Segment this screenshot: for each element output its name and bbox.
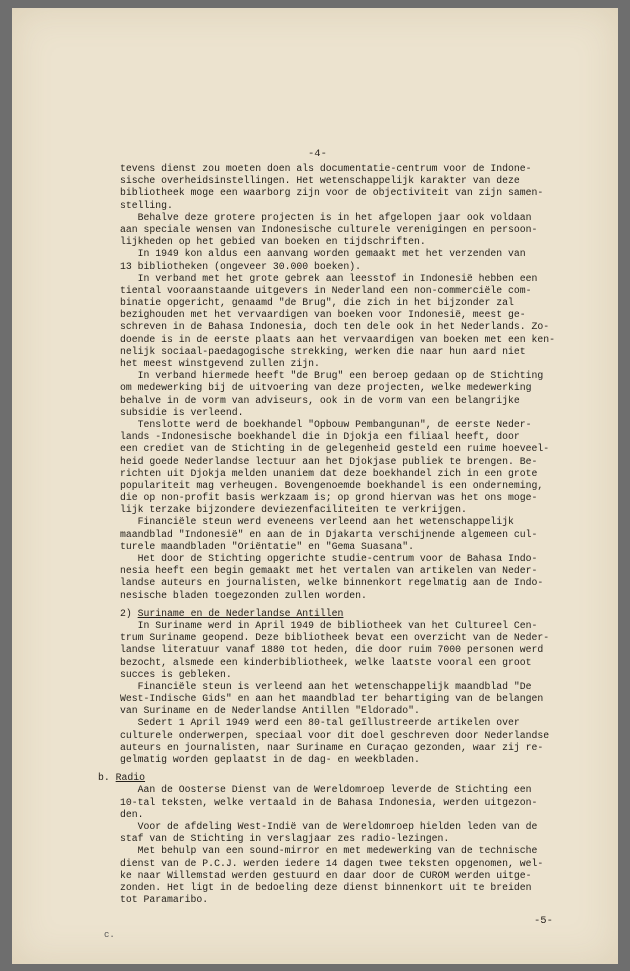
text-line: In verband met het grote gebrek aan leesstof in Indonesië hebben een bbox=[120, 272, 538, 284]
text-line: bibliotheek moge een waarborg zijn voor de objectiviteit van zijn samen- bbox=[120, 187, 544, 199]
text-line: Het door de Stichting opgerichte studie-centrum voor de Bahasa Indo- bbox=[120, 553, 538, 564]
text-line: dienst van de P.C.J. werden iedere 14 dagen twee teksten opgenomen, wel- bbox=[120, 857, 544, 869]
text-line: Sedert 1 April 1949 werd een 80-tal geïllustreerde artikelen over bbox=[120, 717, 520, 729]
text-line: richten uit Djokja melden unaniem dat deze boekhandel zich in een grote bbox=[120, 467, 538, 479]
text-line: om medewerking bij de uitvoering van deze projecten, welke medewerking bbox=[120, 382, 532, 394]
section-heading-suriname-title: Suriname en de Nederlandse Antillen bbox=[137, 607, 344, 619]
text-line: die op non-profit basis werkzaam is; op grond hiervan was het ons moge- bbox=[120, 492, 538, 504]
section-heading-radio bbox=[98, 772, 568, 784]
text-line: nelijk sociaal-paedagogische strekking, werken die naar hun aard niet bbox=[120, 345, 526, 357]
text-line: den. bbox=[120, 808, 144, 820]
section-heading-radio-title: Radio bbox=[115, 772, 146, 784]
text-line: populariteit mag verheugen. Bovengenoemde boekhandel is een onderneming, bbox=[120, 479, 544, 491]
paragraph bbox=[120, 620, 590, 681]
text-line: behalve in de vorm van adviseurs, ook in de vorm van een belangrijke bbox=[120, 394, 520, 406]
paragraph bbox=[120, 163, 590, 212]
text-line: auteurs en journalisten, naar Suriname en Curaçao gezonden, waar zij re- bbox=[120, 741, 544, 753]
text-line: Met behulp van een sound-mirror en met medewerking van de technische bbox=[120, 845, 538, 857]
document-body bbox=[98, 163, 590, 906]
text-line: trum Suriname geopend. Deze bibliotheek bevat een overzicht van de Neder- bbox=[120, 632, 550, 644]
text-line: In Suriname werd in April 1949 de bibliotheek van het Cultureel Cen- bbox=[120, 619, 538, 631]
paragraph bbox=[120, 516, 590, 553]
paragraph bbox=[120, 821, 590, 845]
text-line: Aan de Oosterse Dienst van de Wereldomroep leverde de Stichting een bbox=[120, 784, 532, 796]
text-line: doende is in de eerste plaats aan het vervaardigen van boeken met een ken- bbox=[120, 333, 556, 345]
section-heading-suriname bbox=[120, 608, 590, 620]
paragraph bbox=[120, 212, 590, 249]
text-line: lands -Indonesische boekhandel die in Djokja een filiaal heeft, door bbox=[120, 431, 520, 443]
text-line: sische overheidsinstellingen. Het wetenschappelijk karakter van deze bbox=[120, 175, 520, 187]
paragraph bbox=[120, 717, 590, 766]
text-line: 10-tal teksten, welke vertaald in de Bahasa Indonesia, werden uitgezon- bbox=[120, 796, 538, 808]
text-line: Financiële steun werd eveneens verleend aan het wetenschappelijk bbox=[120, 516, 514, 528]
paragraph bbox=[120, 248, 590, 272]
text-line: culturele onderwerpen, speciaal voor dit doel geschreven door Nederlandse bbox=[120, 729, 550, 741]
paragraph bbox=[120, 370, 590, 419]
text-line: nesische bladen toegezonden zullen worden. bbox=[120, 589, 367, 601]
paragraph bbox=[120, 419, 590, 517]
text-line: bezocht, alsmede een kinderbibliotheek, welke laatste vooral een groot bbox=[120, 656, 532, 668]
text-line: In 1949 kon aldus een aanvang worden gemaakt met het verzenden van bbox=[120, 248, 526, 260]
text-line: schreven in de Bahasa Indonesia, doch ten dele ook in het Nederlands. Zo- bbox=[120, 321, 550, 333]
text-line: stelling. bbox=[120, 199, 173, 211]
text-line: Voor de afdeling West-Indië van de Wereldomroep hielden leden van de bbox=[120, 820, 538, 832]
text-line: succes is gebleken. bbox=[120, 668, 232, 680]
text-line: van Suriname en de Nederlandse Antillen "Eldorado". bbox=[120, 705, 420, 717]
text-line: lijkheden op het gebied van boeken en tijdschriften. bbox=[120, 236, 426, 248]
text-line: subsidie is verleend. bbox=[120, 406, 244, 418]
text-line: tiental vooraanstaande uitgevers in Nederland een non-commerciële com- bbox=[120, 284, 532, 296]
paragraph bbox=[120, 784, 590, 821]
corner-mark: c. bbox=[104, 930, 115, 940]
document-page bbox=[12, 8, 618, 964]
text-line: In verband hiermede heeft "de Brug" een beroep gedaan op de Stichting bbox=[120, 370, 544, 382]
paragraph bbox=[120, 845, 590, 906]
section-heading-suriname-number: 2) bbox=[120, 607, 132, 619]
section-heading-radio-number: b. bbox=[98, 772, 110, 784]
text-line: een crediet van de Stichting in de gelegenheid gesteld een ruime hoeveel- bbox=[120, 443, 550, 455]
text-line: West-Indische Gids" en aan het maandblad ter behartiging van de belangen bbox=[120, 693, 544, 705]
text-line: bezighouden met het vervaardigen van boeken voor Indonesië, meest ge- bbox=[120, 309, 526, 321]
text-line: het meest winstgevend zullen zijn. bbox=[120, 358, 320, 369]
page-number-top: -4- bbox=[308, 148, 327, 160]
text-line: zonden. Het ligt in de bedoeling deze dienst binnenkort uit te breiden bbox=[120, 881, 532, 893]
text-line: landse auteurs en journalisten, welke binnenkort regelmatig aan de Indo- bbox=[120, 577, 544, 589]
text-line: aan speciale wensen van Indonesische culturele verenigingen en persoon- bbox=[120, 223, 538, 235]
text-line: staf van de Stichting in verslagjaar zes radio-lezingen. bbox=[120, 833, 450, 845]
text-line: Financiële steun is verleend aan het wetenschappelijk maandblad "De bbox=[120, 680, 532, 692]
text-line: Behalve deze grotere projecten is in het afgelopen jaar ook voldaan bbox=[120, 211, 532, 223]
text-line: turele maandbladen "Oriëntatie" en "Gema Suasana". bbox=[120, 540, 414, 552]
text-line: 13 bibliotheken (ongeveer 30.000 boeken). bbox=[120, 260, 362, 272]
text-line: lijk terzake bijzondere deviezenfaciliteiten te verkrijgen. bbox=[120, 504, 467, 516]
paragraph bbox=[120, 553, 590, 602]
text-line: landse literatuur vanaf 1880 tot heden, die door ruim 7000 personen werd bbox=[120, 644, 544, 656]
text-line: ke naar Willemstad werden gestuurd en daar door de CUROM werden uitge- bbox=[120, 869, 532, 881]
text-line: tot Paramaribo. bbox=[120, 894, 209, 906]
text-line: Tenslotte werd de boekhandel "Opbouw Pembangunan", de eerste Neder- bbox=[120, 418, 532, 430]
text-line: maandblad "Indonesië" en aan de in Djakarta verschijnende algemeen cul- bbox=[120, 528, 538, 540]
paragraph bbox=[120, 273, 590, 371]
text-line: tevens dienst zou moeten doen als documentatie-centrum voor de Indone- bbox=[120, 163, 532, 174]
text-line: heid goede Nederlandse lectuur aan het Djokjase publiek te brengen. Be- bbox=[120, 455, 538, 467]
text-line: nesia heeft een begin gemaakt met het vertalen van artikelen van Neder- bbox=[120, 565, 538, 577]
paragraph bbox=[120, 681, 590, 718]
text-line: gelmatig worden geplaatst in de dag- en weekbladen. bbox=[120, 754, 420, 765]
page-number-next: -5- bbox=[534, 915, 553, 927]
text-line: binatie opgericht, genaamd "de Brug", die zich in het bijzonder zal bbox=[120, 297, 514, 309]
